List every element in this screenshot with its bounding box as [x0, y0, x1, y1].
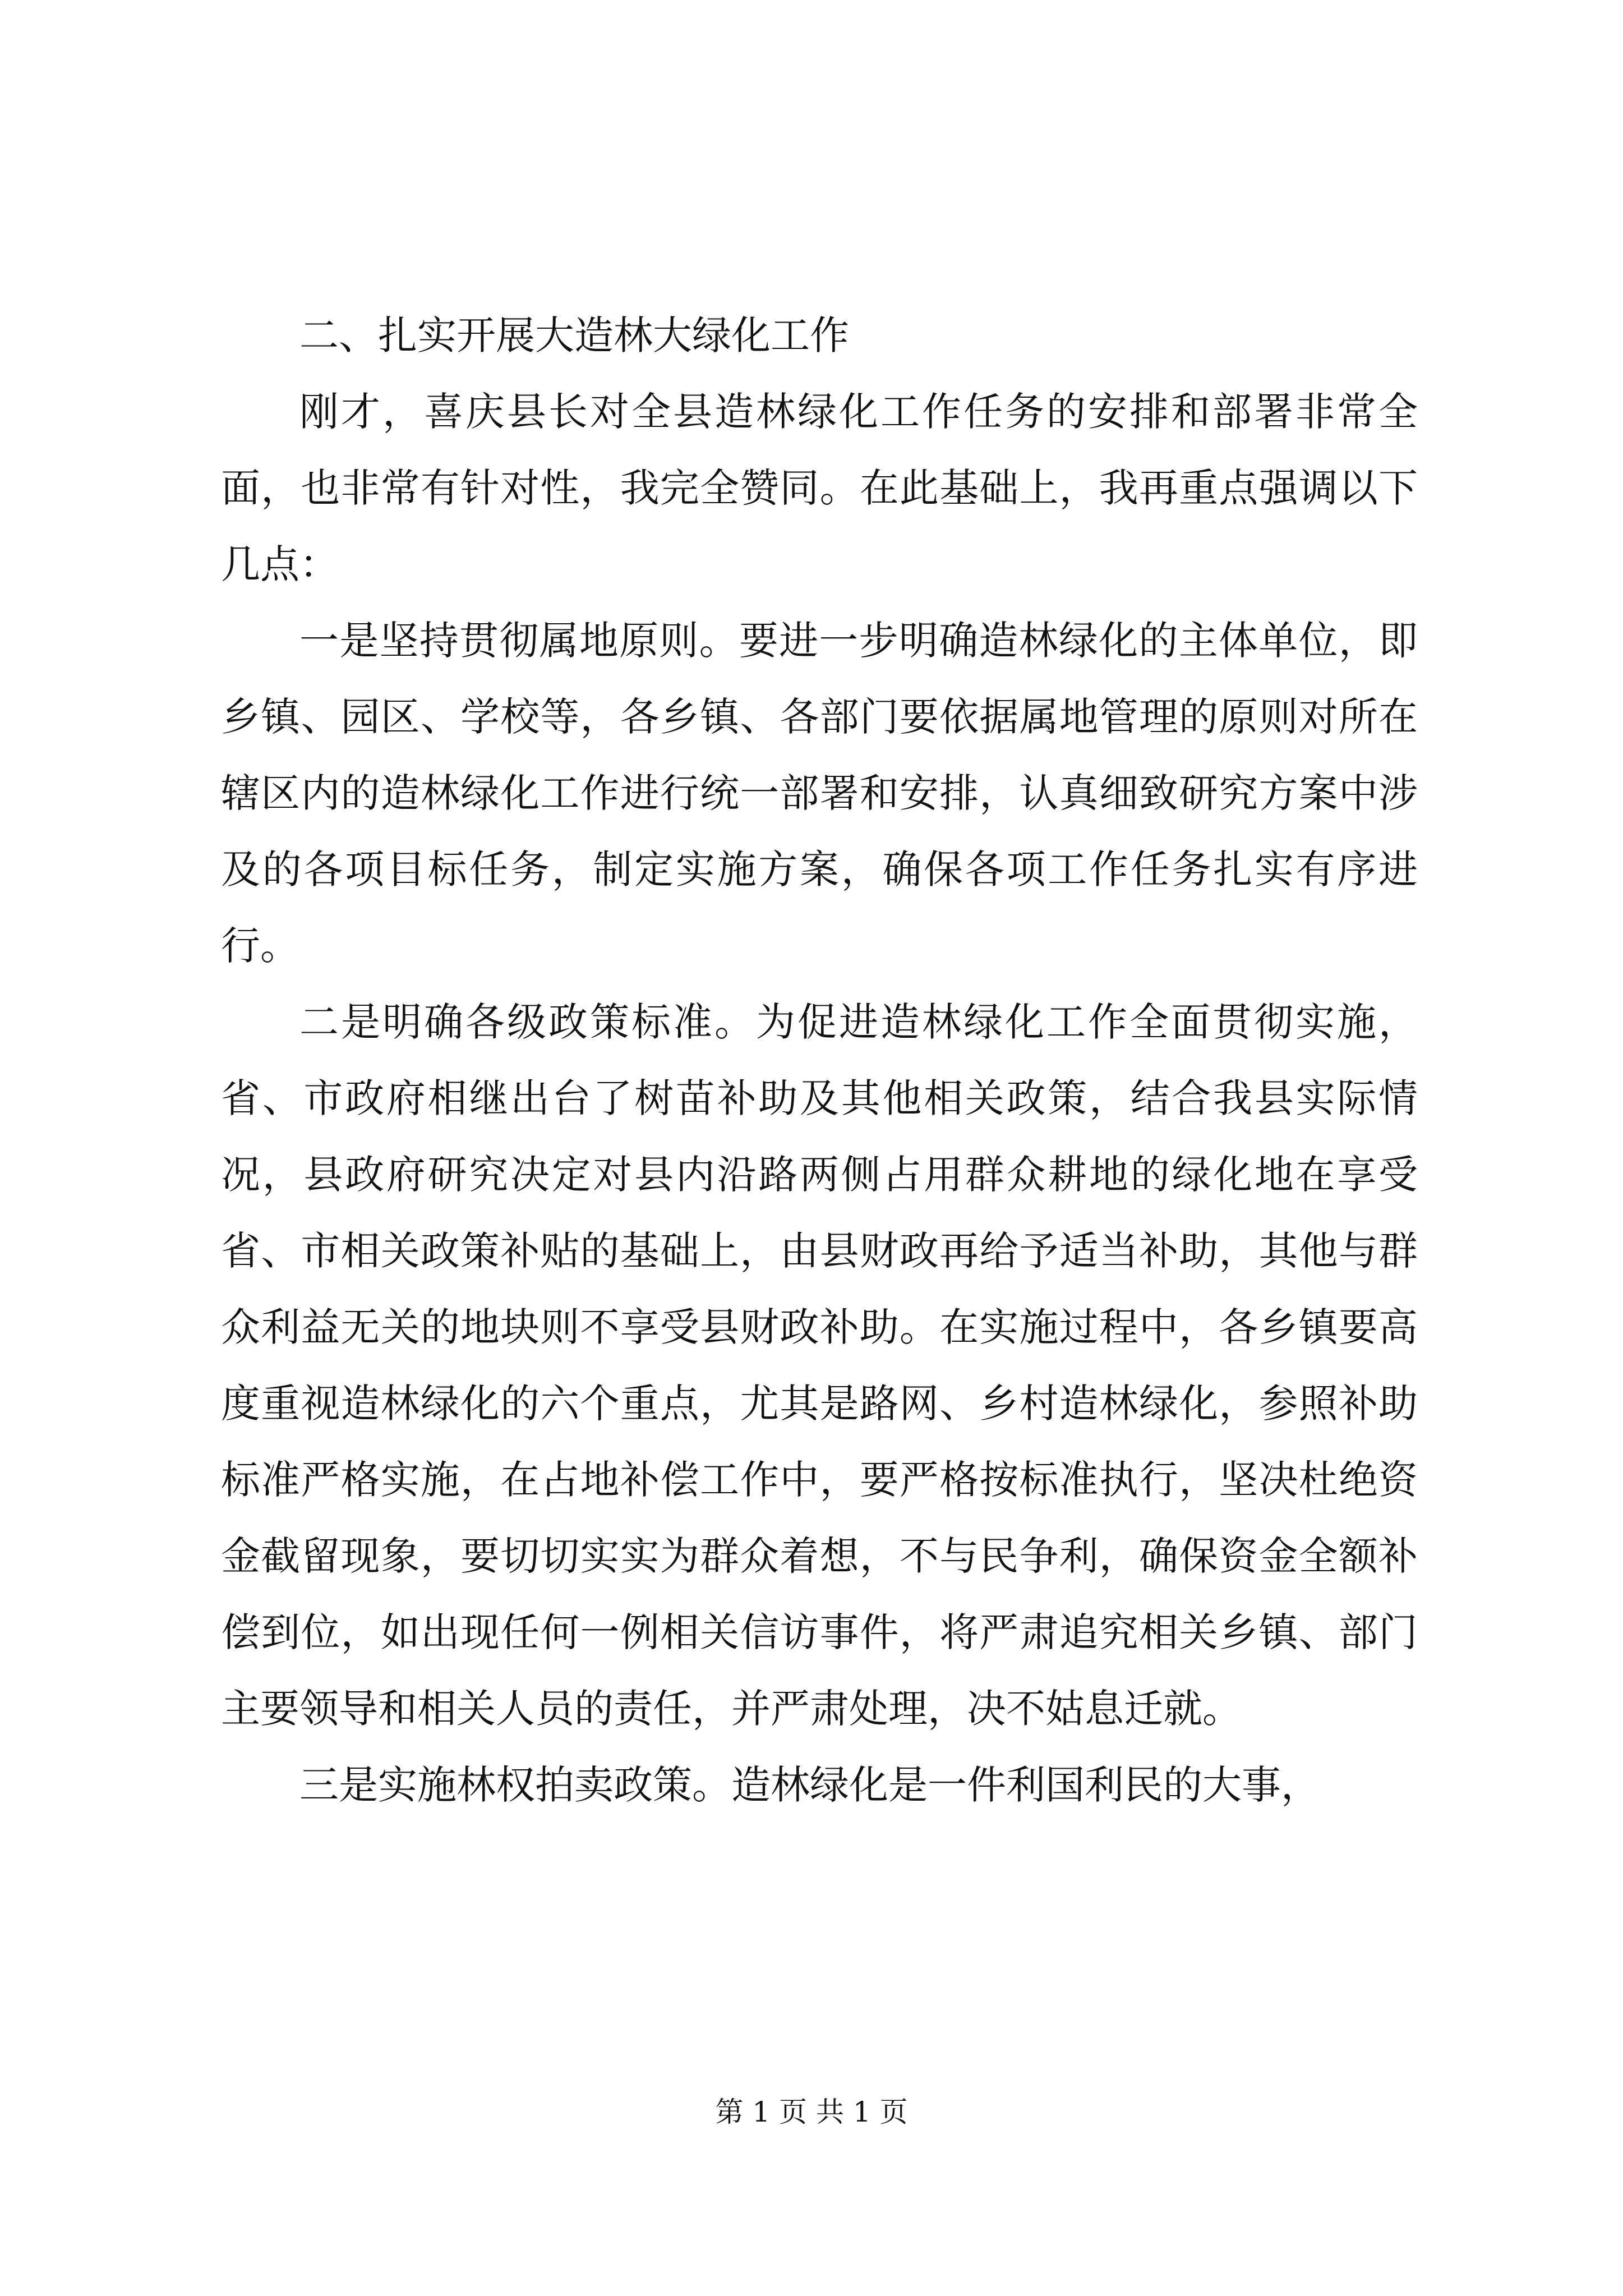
- document-body: [221, 297, 1418, 1823]
- section-heading: 二、扎实开展大造林大绿化工作: [299, 312, 849, 358]
- paragraph-point-three: 三是实施林权拍卖政策。造林绿化是一件利国利民的大事，: [299, 1762, 1320, 1808]
- paragraph-intro: 刚才，喜庆县长对全县造林绿化工作任务的安排和部署非常全面，也非常有针对性，我完全赞同。在此基础上，我再重点强调以下几点：: [221, 389, 1418, 587]
- paragraph-point-two: 二是明确各级政策标准。为促进造林绿化工作全面贯彻实施，省、市政府相继出台了树苗补助及其他相关政策，结合我县实际情况，县政府研究决定对县内沿路两侧占用群众耕地的绿化地在享受省、市相关政策补贴的基础上，由县财政再给予适当补助，其他与群众利益无关的地块则不享受县财政补助。在实施过程中，各乡镇要高度重视造林绿化的六个重点，尤其是路网、乡村造林绿化，参照补助标准严格实施，在占地补偿工作中，要严格按标准执行，坚决杜绝资金截留现象，要切切实实为群众着想，不与民争利，确保资金全额补偿到位，如出现任何一例相关信访事件，将严肃追究相关乡镇、部门主要领导和相关人员的责任，并严肃处理，决不姑息迁就。: [221, 999, 1418, 1732]
- paragraph-point-one: 一是坚持贯彻属地原则。要进一步明确造林绿化的主体单位，即乡镇、园区、学校等，各乡镇、各部门要依据属地管理的原则对所在辖区内的造林绿化工作进行统一部署和安排，认真细致研究方案中涉及的各项目标任务，制定实施方案，确保各项工作任务扎实有序进行。: [221, 618, 1418, 969]
- page-footer: 第 1 页 共 1 页: [715, 2096, 908, 2128]
